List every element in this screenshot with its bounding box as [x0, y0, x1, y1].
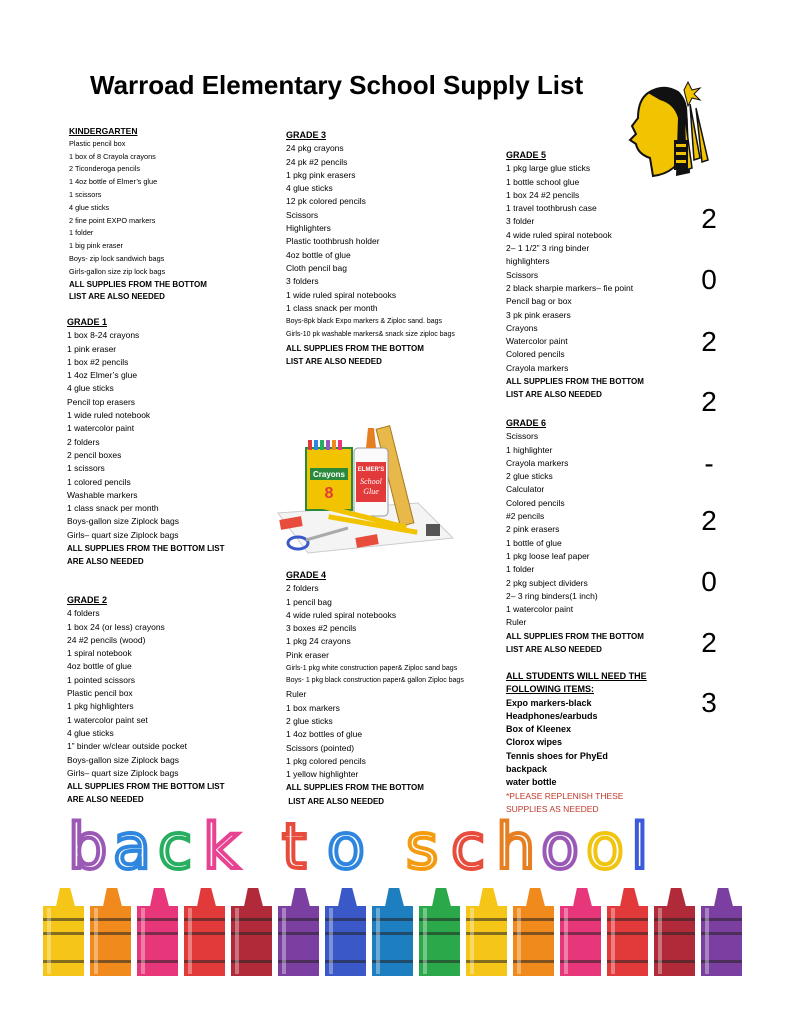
list-item: 1 box 8-24 crayons — [67, 330, 140, 341]
section-note: LIST ARE ALSO NEEDED — [506, 390, 602, 400]
banner-letter: o — [327, 810, 365, 883]
list-item: Clorox wipes — [506, 737, 563, 748]
section-heading: GRADE 5 — [506, 150, 547, 160]
banner-letter: c — [158, 810, 193, 883]
list-item: 3 pk pink erasers — [506, 309, 571, 320]
list-item: 1 wide ruled notebook — [67, 410, 151, 421]
list-item: Washable markers — [67, 489, 138, 500]
list-item: 2 pink erasers — [506, 524, 560, 535]
list-item: Highlighters — [286, 223, 331, 234]
crayon — [372, 888, 413, 976]
replenish-note: *PLEASE REPLENISH THESE — [506, 790, 624, 801]
list-item: 1 folder — [506, 564, 535, 575]
kindergarten-section — [69, 125, 207, 304]
list-item: 24 pk #2 pencils — [286, 156, 348, 167]
crayon — [43, 888, 84, 976]
list-item: 24 #2 pencils (wood) — [67, 634, 146, 645]
list-item: Boys-8pk black Expo markers & Ziploc sand. bags — [286, 318, 443, 326]
list-item: 1 highlighter — [506, 444, 553, 455]
banner-letter: l — [631, 810, 649, 883]
glue-label-glue: Glue — [363, 487, 379, 496]
list-item: 1 watercolor paint — [506, 604, 574, 615]
list-item: 2– 1 1/2” 3 ring binder — [506, 243, 590, 254]
list-item: 1 bottle of glue — [506, 537, 562, 548]
list-item: Colored pencils — [506, 497, 565, 508]
crayons-border — [40, 884, 745, 976]
list-item: 1 4oz bottle of Elmer’s glue — [69, 177, 158, 187]
list-item: water bottle — [506, 777, 557, 788]
list-item: 1 pink eraser — [67, 343, 117, 354]
section-heading: GRADE 3 — [286, 130, 327, 140]
banner-letter: a — [113, 810, 151, 883]
list-item: Scissors — [506, 431, 539, 442]
section-note: LIST ARE ALSO NEEDED — [69, 292, 165, 302]
list-item: Scissors — [506, 269, 539, 280]
list-item: 1 pointed scissors — [67, 674, 136, 685]
list-item: 1 scissors — [67, 463, 105, 474]
list-item: 3 boxes #2 pencils — [286, 623, 357, 634]
grade6-section — [506, 417, 644, 656]
list-item: Calculator — [506, 484, 545, 495]
list-item: 4oz bottle of glue — [286, 249, 351, 260]
list-item: Boys- zip lock sandwich bags — [69, 253, 165, 263]
crayon — [419, 888, 460, 976]
list-item: 1 box markers — [286, 702, 340, 713]
year-char: 0 — [701, 264, 717, 295]
banner-letter: o — [541, 810, 579, 883]
list-item: Watercolor paint — [506, 336, 568, 347]
list-item: 1 pkg loose leaf paper — [506, 550, 590, 561]
section-heading: GRADE 2 — [67, 595, 108, 605]
crayons-box-label: Crayons — [312, 470, 346, 479]
page-title: Warroad Elementary School Supply List — [90, 70, 584, 100]
banner-letter: t — [282, 810, 307, 883]
grade4-section — [286, 569, 466, 808]
list-item: 2 glue sticks — [506, 471, 553, 482]
banner-letter: h — [496, 810, 536, 883]
list-item: Ruler — [506, 617, 527, 628]
list-item: 1 watercolor paint set — [67, 714, 148, 725]
year-char: 0 — [701, 566, 717, 597]
list-item: Scissors — [286, 209, 319, 220]
banner-letter: k — [203, 810, 239, 883]
replenish-note: SUPPLIES AS NEEDED — [506, 803, 599, 814]
list-item: 1 bottle school glue — [506, 176, 580, 187]
list-item: Pink eraser — [286, 649, 329, 660]
crayon — [654, 888, 695, 976]
list-item: Girls-10 pk washable markers& snack size ziploc bags — [286, 331, 455, 339]
year-char: - — [704, 448, 714, 479]
list-item: Pencil top erasers — [67, 396, 136, 407]
list-item: 4oz bottle of glue — [67, 661, 132, 672]
crayon — [607, 888, 648, 976]
list-item: 4 glue sticks — [67, 383, 114, 394]
section-note: ALL SUPPLIES FROM THE BOTTOM LIST — [67, 782, 225, 792]
list-item: 1 pencil bag — [286, 596, 332, 607]
list-item: 1 pkg highlighters — [67, 701, 134, 712]
list-item: Plastic pencil box — [69, 138, 126, 148]
year-char: 2 — [701, 203, 717, 234]
list-item: 3 folder — [506, 216, 535, 227]
list-item: backpack — [506, 764, 548, 775]
list-item: 2 Ticonderoga pencils — [69, 164, 140, 174]
list-item: Expo markers-black — [506, 697, 592, 708]
list-item: 24 pkg crayons — [286, 143, 344, 154]
section-note: ALL SUPPLIES FROM THE BOTTOM — [286, 343, 424, 353]
grade1-section — [67, 316, 224, 569]
list-item: 2 glue sticks — [286, 715, 333, 726]
list-item: 2 folders — [286, 583, 319, 594]
banner-letter: s — [406, 810, 439, 883]
list-item: 1 travel toothbrush case — [506, 203, 597, 214]
list-item: 2– 3 ring binders(1 inch) — [506, 590, 598, 601]
section-heading: KINDERGARTEN — [69, 126, 138, 136]
list-item: Girls– quart size Ziplock bags — [67, 767, 179, 778]
section-note: ARE ALSO NEEDED — [67, 557, 144, 567]
list-item: 4 glue sticks — [69, 202, 110, 212]
section-heading: GRADE 4 — [286, 570, 327, 580]
list-item: 1 box #2 pencils — [67, 356, 129, 367]
grade3-section — [286, 129, 455, 368]
section-note: LIST ARE ALSO NEEDED — [286, 357, 382, 367]
list-item: 1 watercolor paint — [67, 423, 135, 434]
list-item: 1 4oz Elmer’s glue — [67, 370, 138, 381]
list-item: 2 black sharpie markers– fie point — [506, 282, 634, 293]
section-note: ALL SUPPLIES FROM THE BOTTOM LIST — [67, 544, 225, 554]
list-item: 1 box of 8 Crayola crayons — [69, 151, 156, 161]
list-item: 3 folders — [286, 276, 319, 287]
list-item: 1 pkg pink erasers — [286, 169, 356, 180]
list-item: 1 box 24 #2 pencils — [506, 189, 580, 200]
list-item: 4 wide ruled spiral notebook — [506, 229, 612, 240]
list-item: 12 pk colored pencils — [286, 196, 366, 207]
list-item: 1 big pink eraser — [69, 241, 123, 251]
section-heading: GRADE 6 — [506, 418, 547, 428]
list-item: 4 glue sticks — [286, 183, 333, 194]
list-item: Crayons — [506, 322, 538, 333]
section-note: ALL SUPPLIES FROM THE BOTTOM — [506, 377, 644, 387]
list-item: 1 class snack per month — [286, 302, 378, 313]
crayon — [560, 888, 601, 976]
all-students-section — [506, 670, 647, 816]
list-item: Girls-gallon size zip lock bags — [69, 266, 166, 276]
list-item: Colored pencils — [506, 349, 565, 360]
list-item: 1 pkg 24 crayons — [286, 636, 351, 647]
list-item: highlighters — [506, 256, 550, 267]
section-note: ALL SUPPLIES FROM THE BOTTOM — [286, 783, 424, 793]
crayon — [90, 888, 131, 976]
list-item: 1 folder — [69, 228, 94, 238]
banner-letter: o — [586, 810, 624, 883]
list-item: 2 pencil boxes — [67, 449, 122, 460]
banner-letter: c — [451, 810, 486, 883]
list-item: Boys-gallon size Ziplock bags — [67, 754, 179, 765]
glue-brand: ELMER'S — [357, 467, 385, 473]
section-note: ARE ALSO NEEDED — [67, 795, 144, 805]
list-item: 1 box 24 (or less) crayons — [67, 621, 165, 632]
list-item: Cloth pencil bag — [286, 262, 347, 273]
year-char: 2 — [701, 505, 717, 536]
list-item: 1 colored pencils — [67, 476, 131, 487]
year-char: 2 — [701, 627, 717, 658]
section-note: LIST ARE ALSO NEEDED — [506, 645, 602, 655]
crayon — [466, 888, 507, 976]
list-item: 1 wide ruled spiral notebooks — [286, 289, 397, 300]
list-item: #2 pencils — [506, 511, 545, 522]
list-item: 1 scissors — [69, 189, 102, 199]
list-item: Tennis shoes for PhyEd — [506, 750, 608, 761]
crayon — [325, 888, 366, 976]
list-item: 1 4oz bottles of glue — [286, 729, 363, 740]
list-item: 1 pkg large glue sticks — [506, 163, 591, 174]
crayon — [184, 888, 225, 976]
list-item: Boys-gallon size Ziplock bags — [67, 516, 179, 527]
crayon — [513, 888, 554, 976]
section-note: LIST ARE ALSO NEEDED — [286, 796, 385, 806]
list-item: 1 spiral notebook — [67, 648, 132, 659]
list-item: 1” binder w/clear outside pocket — [67, 741, 188, 752]
list-item: Girls– quart size Ziplock bags — [67, 529, 179, 540]
crayon — [231, 888, 272, 976]
crayon — [137, 888, 178, 976]
list-item: 2 fine point EXPO markers — [69, 215, 156, 225]
list-item: 2 pkg subject dividers — [506, 577, 588, 588]
glue-label-school: School — [360, 477, 382, 486]
list-item: Pencil bag or box — [506, 296, 572, 307]
list-item: 4 glue sticks — [67, 727, 114, 738]
list-item: 1 class snack per month — [67, 503, 159, 514]
section-note: ALL SUPPLIES FROM THE BOTTOM — [69, 279, 207, 289]
back-to-school-banner — [60, 808, 740, 886]
list-item: Plastic pencil box — [67, 688, 133, 699]
list-item: 4 wide ruled spiral notebooks — [286, 609, 397, 620]
section-heading: ALL STUDENTS WILL NEED THE — [506, 671, 647, 681]
grade5-section — [506, 149, 644, 402]
school-supplies-clipart — [268, 418, 458, 563]
section-heading: GRADE 1 — [67, 317, 108, 327]
list-item: Headphones/earbuds — [506, 710, 598, 721]
crayons-box-count: 8 — [324, 485, 334, 502]
list-item: Crayola markers — [506, 457, 569, 468]
list-item: 1 pkg colored pencils — [286, 755, 366, 766]
list-item: Boys- 1 pkg black construction paper& gallon Ziploc bags — [286, 677, 464, 685]
grade2-section — [67, 594, 224, 807]
list-item: Ruler — [286, 689, 307, 700]
banner-letter: b — [68, 810, 108, 883]
section-heading: FOLLOWING ITEMS: — [506, 684, 594, 695]
list-item: 1 yellow highlighter — [286, 769, 359, 780]
crayon — [278, 888, 319, 976]
list-item: Box of Kleenex — [506, 724, 572, 735]
list-item: Plastic toothbrush holder — [286, 236, 380, 247]
list-item: Scissors (pointed) — [286, 742, 355, 753]
year-char: 3 — [701, 687, 717, 718]
section-note: ALL SUPPLIES FROM THE BOTTOM — [506, 631, 644, 641]
list-item: Girls-1 pkg white construction paper& Ziploc sand bags — [286, 665, 458, 673]
list-item: 2 folders — [67, 436, 100, 447]
year-char: 2 — [701, 326, 717, 357]
year-char: 2 — [701, 386, 717, 417]
list-item: 4 folders — [67, 608, 100, 619]
list-item: Crayola markers — [506, 362, 569, 373]
crayon — [701, 888, 742, 976]
